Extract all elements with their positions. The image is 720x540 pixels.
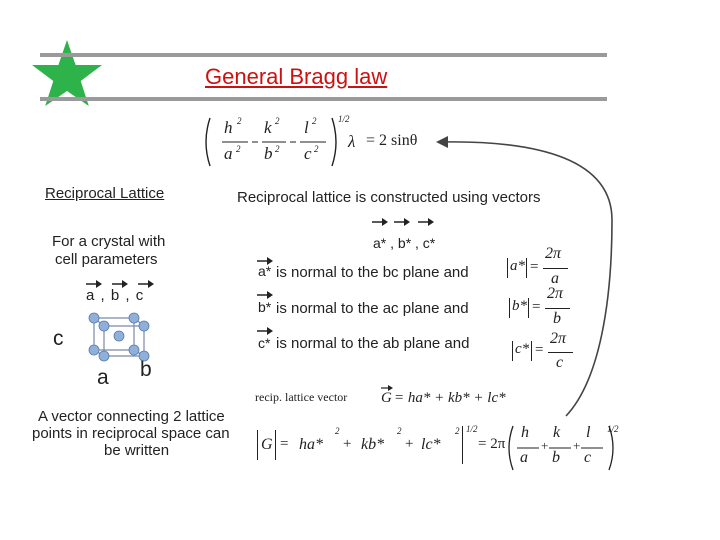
row3-frac-line bbox=[548, 352, 573, 353]
mag-G: G bbox=[261, 436, 273, 453]
cell-params: a , b , c bbox=[86, 287, 145, 304]
mag-minus1: + bbox=[541, 438, 549, 453]
row1-eq: = bbox=[530, 259, 539, 275]
bragg-c-sq: 2 bbox=[314, 144, 319, 154]
row2-vector: b* bbox=[258, 299, 272, 315]
row2-eq: = bbox=[532, 299, 541, 315]
row2-bar-right bbox=[528, 298, 529, 318]
header-rule-top bbox=[40, 53, 607, 57]
axis-c-label: c bbox=[53, 327, 64, 350]
bragg-k: k bbox=[264, 118, 272, 137]
row1-text: is normal to the bc plane and bbox=[276, 264, 469, 281]
mag-a: a bbox=[520, 449, 528, 466]
row2-frac-line bbox=[545, 308, 570, 309]
mag-eq1: = bbox=[280, 436, 289, 452]
row1-vector: a* bbox=[258, 263, 272, 279]
bragg-k-sq: 2 bbox=[275, 116, 280, 126]
bragg-a: a bbox=[224, 144, 233, 163]
mag-b: b bbox=[552, 449, 560, 466]
row1-bar-left bbox=[507, 258, 508, 278]
row3-bar-right bbox=[531, 341, 532, 361]
row1-frac-line bbox=[543, 268, 568, 269]
mag-eq2: = 2π bbox=[478, 436, 506, 452]
connect-line-2: points in reciprocal space can bbox=[32, 425, 230, 442]
bragg-formula bbox=[200, 112, 440, 172]
bragg-l-sq: 2 bbox=[312, 116, 317, 126]
mag-plus1: + bbox=[343, 436, 352, 452]
bragg-lambda: λ bbox=[348, 132, 356, 151]
mag-t3: lc* bbox=[421, 436, 441, 453]
header-rule-bottom bbox=[40, 97, 607, 101]
bragg-b: b bbox=[264, 144, 273, 163]
recip-label: recip. lattice vector bbox=[255, 390, 348, 404]
row1-lhs: a* bbox=[510, 258, 525, 274]
slide-title: General Bragg law bbox=[205, 64, 388, 89]
row3-text: is normal to the ab plane and bbox=[276, 335, 470, 352]
row3-vector: c* bbox=[258, 335, 271, 351]
mag-k: k bbox=[553, 424, 561, 441]
row3-eq: = bbox=[535, 342, 544, 358]
bragg-b-sq: 2 bbox=[275, 144, 280, 154]
axis-b-label: b bbox=[140, 358, 152, 381]
bragg-l: l bbox=[304, 118, 309, 137]
connect-line-1: A vector connecting 2 lattice bbox=[38, 408, 225, 425]
row3-bar-left bbox=[512, 341, 513, 361]
row3-den: c bbox=[556, 354, 564, 371]
reciprocal-lattice-heading: Reciprocal Lattice bbox=[45, 185, 165, 202]
recip-G: G bbox=[381, 390, 392, 406]
mag-bracket bbox=[462, 426, 463, 464]
bragg-h: h bbox=[224, 118, 233, 137]
mag-sq2: 2 bbox=[397, 426, 402, 436]
row3-num: 2π bbox=[550, 330, 567, 347]
magnitude-formula bbox=[255, 420, 625, 476]
mag-t2: kb* bbox=[361, 436, 385, 453]
connect-line-3: be written bbox=[104, 442, 170, 459]
crystal-line-2: cell parameters bbox=[55, 251, 158, 268]
row2-text: is normal to the ac plane and bbox=[276, 300, 469, 317]
bragg-exponent: 1/2 bbox=[338, 114, 350, 124]
crystal-lattice-icon bbox=[82, 312, 172, 362]
row2-lhs: b* bbox=[512, 298, 527, 314]
mag-plus2: + bbox=[405, 436, 414, 452]
bragg-a-sq: 2 bbox=[236, 144, 241, 154]
star-icon bbox=[30, 38, 104, 113]
star-vector-arrows-icon bbox=[370, 216, 450, 228]
mag-t1: ha* bbox=[299, 436, 323, 453]
crystal-line-1: For a crystal with bbox=[52, 233, 166, 250]
bragg-rhs: = 2 sinθ bbox=[366, 132, 418, 149]
axis-a-label: a bbox=[97, 366, 109, 389]
mag-l: l bbox=[586, 424, 591, 441]
row2-num: 2π bbox=[547, 285, 564, 302]
recip-expr: = ha* + kb* + lc* bbox=[394, 390, 506, 406]
star-vectors: a* , b* , c* bbox=[373, 235, 436, 251]
row1-num: 2π bbox=[545, 245, 562, 262]
mag-half: 1/2 bbox=[466, 424, 478, 434]
mag-sq1: 2 bbox=[335, 426, 340, 436]
bragg-c: c bbox=[304, 144, 312, 163]
row1-bar-right bbox=[526, 258, 527, 278]
mag-h: h bbox=[521, 424, 529, 441]
constructed-text: Reciprocal lattice is constructed using vectors bbox=[237, 189, 541, 206]
mag-half2: 1/2 bbox=[607, 424, 619, 434]
bragg-h-sq: 2 bbox=[237, 116, 242, 126]
mag-sq3: 2 bbox=[455, 426, 460, 436]
row3-lhs: c* bbox=[515, 341, 530, 357]
row2-bar-left bbox=[509, 298, 510, 318]
mag-plus3: + bbox=[573, 438, 581, 453]
mag-bar-left bbox=[257, 430, 258, 460]
row1-den: a bbox=[551, 270, 559, 287]
row2-den: b bbox=[553, 310, 561, 327]
mag-c: c bbox=[584, 449, 592, 466]
mag-bar-right bbox=[275, 430, 276, 460]
